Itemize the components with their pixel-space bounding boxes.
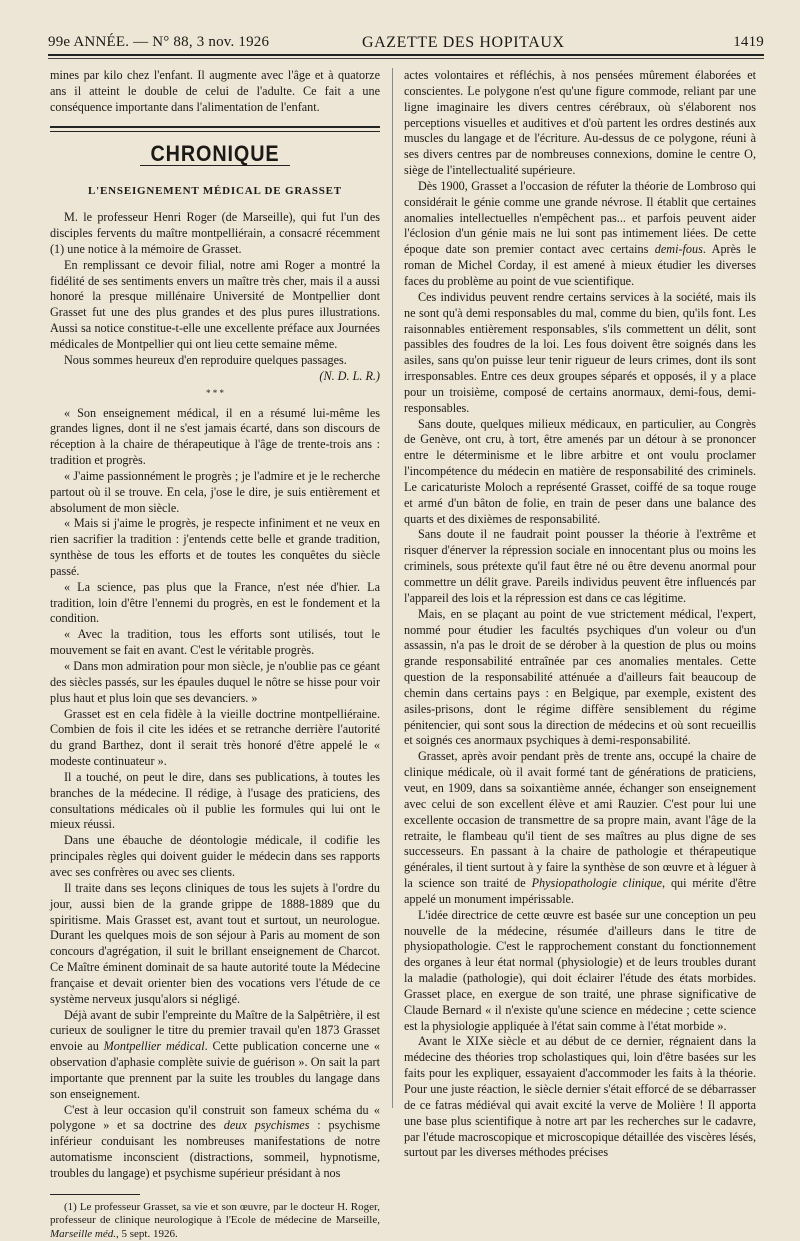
paragraph: Avant le XIXe siècle et au début de ce dernier, régnaient dans la médecine des théories trop scholastiques qui, loin d'être basées sur les faits pour les expliquer, essayaient d'accommoder les faits à la théorie. Pour une juste réaction, le siècle dernier s'était efforcé de se débarrasser de ce fatras médiéval qui avait excité la verve de Molière ! Il apporta une base plus scientifique à notre art par les recherches sur le cadavre, par l'étude macroscopique et microscopique détaillée des viscères lésés, surtout par les diverses méthodes précises — [404, 1034, 756, 1160]
paragraph: Nous sommes heureux d'en reproduire quelques passages. — [64, 352, 347, 367]
paragraph: Dès 1900, Grasset a l'occasion de réfuter la théorie de Lombroso qui considérait le génie comme une grande névrose. Il établit que certaines anomalies intellectuelles n'empêchent pas... et parfois peuvent aider l'éclosion d'un génie mais ne lui sont pas intimement liées. De cette époque date son premier contact avec certains demi-fous. Après le roman de Michel Corday, il est amené à mieux étudier les diverses faces du problème au point de vue scientifique. — [404, 178, 756, 288]
paragraph: Grasset, après avoir pendant près de trente ans, occupé la chaire de clinique médicale, où il avait formé tant de générations de praticiens, veut, en 1909, dans sa soixantième année, échanger son enseignement avec celui de son excellent élève et ami Rauzier. C'est pour lui une excellente occasion de transmettre de sa propre main, avant l'âge de la retraite, le flambeau qu'il tient de ses maîtres au plus digne de ses successeurs. En passant à la chaire de pathologie et thérapeutique générales, il tient surtout à y faire la synthèse de son œuvre et à léguer à la science son traité de Physiopathologie clinique, qui mérite d'être appelé un monument impérissable. — [404, 749, 757, 906]
left-column — [50, 68, 380, 1241]
paragraph: En remplissant ce devoir filial, notre ami Roger a montré la fidélité de ses sentiments envers un maître très cher, mais il a aussi honoré la presque millénaire Université de Montpellier dont Grasset fut une des plus grandes et des plus pures illustrations. Aussi sa notice constitue-t-elle une excellente préface aux Journées médicales de Montpellier qui ont lieu cette semaine même. — [50, 257, 380, 351]
section-rule-thin — [50, 131, 380, 132]
quote-paragraph: « J'aime passionnément le progrès ; je l'admire et je le recherche partout où il se trouve. En cela, j'ose le dire, je suis entièrement et absolument de mon siècle. — [50, 468, 380, 515]
paragraph: Grasset est en cela fidèle à la vieille doctrine montpelliéraine. Combien de fois il cite les idées et se retranche derrière l'autorité du grand Barthez, dont il serait très honoré d'être appelé le « modeste continuateur ». — [50, 706, 380, 769]
quote-paragraph: « Mais si j'aime le progrès, je respecte infiniment et ne veux en rien sacrifier la tradition : j'entends cette belle et grande tradition, synthèse de tous les efforts et de toutes les conquêtes du siècle passé. — [50, 516, 380, 578]
paragraph: C'est à leur occasion qu'il construit son fameux schéma du « polygone » et sa doctrine des deux psychismes : psychisme inférieur conduisant les nombreuses manifestations de notre automatisme inconscient (distractions, sommeil, hypnotisme, troubles du langage) et psychisme supérieur présidant à nos — [50, 1102, 380, 1180]
intro-paragraph: mines par kilo chez l'enfant. Il augmente avec l'âge et à quatorze ans il atteint le double de celui de l'adulte. Ce fait a une conséquence importante dans l'alimentation de l'enfant. — [50, 68, 380, 114]
paragraph: Ces individus peuvent rendre certains services à la société, mais ils ne sont qu'à demi responsables du mal, comme du bien, qu'ils font. Les raisonnables entièrement responsables, s'ils commettent un délit, sont passibles des foudres de la loi. Les fous doivent être soignés dans les asiles, sans qu'on puisse leur tenir rigueur de leurs crimes, dont ils sont irresponsables. Entre ces deux groupes séparés et opposés, il y a place pour un troisième, composé de certains anormaux, demi-fous, demi-responsables. — [404, 289, 756, 415]
paragraph: Sans doute, quelques milieux médicaux, en particulier, au Congrès de Genève, ont cru, à tort, être amenés par un détour à se prononcer entre le déterminisme et le libre arbitre et ont voulu proclamer l'incompétence du médecin en matière de responsabilité des criminels. Le caricaturiste Moloch a représenté Grasset, coiffé de sa toque rouge et armé d'un bâton de folie, en train de peser dans une balance des quarts et des dixièmes de responsabilité. — [404, 416, 756, 526]
section-title: CHRONIQUE — [150, 140, 280, 166]
section-rule — [50, 126, 380, 128]
journal-title: GAZETTE DES HOPITAUX — [362, 34, 565, 51]
page-number: 1419 — [733, 34, 764, 50]
footnote-rule — [50, 1194, 140, 1195]
paragraph: Dans une ébauche de déontologie médicale, il codifie les principales règles qui doivent guider le médecin dans ses rapports avec ses confrères ou avec ses clients. — [50, 833, 380, 879]
paragraph: Mais, en se plaçant au point de vue strictement médical, l'expert, nommé pour étudier les facultés psychiques d'un voleur ou d'un assassin, n'a pas le droit de se dérober à la question de plus ou moins grande responsabilité entraînée par ces anomalies mentales. Cette question de la responsabilité atténuée a d'ailleurs fait beaucoup de chemin dans certains pays : en Belgique, par exemple, existent des asiles-prisons, dont le régime diffère sensiblement du régime pénitencier, qui sont sous la direction de médecins et où sont recueillis et soignés ces anormaux psychiques à demi-responsabilité. — [404, 606, 756, 748]
issue-info: 99e ANNÉE. — N° 88, 3 nov. 1926 — [48, 34, 270, 50]
paragraph: M. le professeur Henri Roger (de Marseille), qui fut l'un des disciples fervents du maître montpelliérain, a consacré récemment (1) une notice à la mémoire de Grasset. — [50, 210, 380, 256]
paragraph: Il traite dans ses leçons cliniques de tous les sujets à l'ordre du jour, aussi bien de la grande grippe de 1888-1889 que du spiritisme. Mais Grasset est, avant tout et surtout, un neurologue. Durant les quelques mois de son séjour à Paris au moment de son concours d'agrégation, il suit le brillant enseignement de Charcot. Ce Maître éminent dominait de sa haute autorité toute la Médecine française et devait orienter bien des vocations vers l'étude de ce système nerveux jusqu'alors si négligé. — [50, 880, 380, 1006]
article-title: L'ENSEIGNEMENT MÉDICAL DE GRASSET — [88, 185, 342, 198]
quote-paragraph: « Avec la tradition, tous les efforts sont utilisés, tout le mouvement se fait en avant. C'est le véritable progrès. — [50, 627, 380, 658]
paragraph: L'idée directrice de cette œuvre est basée sur une conception un peu nouvelle de la médecine, résumée d'ailleurs dans le titre de physiopathologie. C'est le rapprochement constant du fonctionnement des organes à leur état normal (physiologie) et de leurs troubles durant la maladie (pathologie), qui doit éclairer l'étude des états morbides. Grasset place, en exergue de son traité, une phrase significative de Claude Bernard « il n'existe qu'une science en médecine ; cette science est la physiologie appliquée à l'état sain comme à l'état morbide ». — [404, 907, 756, 1033]
header-rule-thin — [48, 58, 764, 59]
footnote: (1) Le professeur Grasset, sa vie et son œuvre, par le docteur H. Roger, professeur de clinique neurologique à l'Ecole de médecine de Marseille, Marseille méd., 5 sept. 1926. — [50, 1200, 380, 1240]
paragraph: Il a touché, on peut le dire, dans ses publications, à toutes les branches de la médecine. Il rédige, à l'usage des praticiens, des consultations médicales où il publie les formules qui lui ont le mieux réussi. — [50, 769, 380, 832]
header-rule — [48, 54, 764, 56]
paragraph: Sans doute il ne faudrait point pousser la théorie à l'extrême et risquer d'énerver la répression sociale en innocentant plus ou moins les criminels, sous prétexte qu'il faut être né ou être devenu anormal pour commettre un délit grave. Pareils individus peuvent être influencés par l'appareil des lois et la répression est dans ce cas légitime. — [404, 527, 756, 605]
quote-paragraph: « La science, pas plus que la France, n'est née d'hier. La tradition, loin d'être l'ennemi du progrès, en est le fondement et la condition. — [50, 579, 380, 626]
column-divider — [392, 68, 393, 1108]
paragraph: actes volontaires et réfléchis, à nos pensées mûrement élaborées et conscientes. Le polygone n'est qu'une figure commode, reliant par une ligne imaginaire les divers centres cérébraux, où s'élaborent nos perceptions visuelles et auditives et d'où partent les ordres destinés aux muscles du langage et de l'écriture. Au-dessus de ce polygone, réuni à ses divers centres par de nombreuses connexions, domine le centre O, siège de l'intellectualité supérieure. — [404, 68, 756, 178]
quote-paragraph: « Son enseignement médical, il en a résumé lui-même les grandes lignes, dont il ne s'est jamais écarté, dans son discours de réception à la chaire de thérapeutique à l'âge de trente-trois ans : tradition et progrès. — [50, 405, 380, 468]
quote-paragraph: « Dans mon admiration pour mon siècle, je n'oublie pas ce géant des siècles passés, sur les épaules duquel le nôtre se hisse pour voir plus haut et plus loin que ses devanciers. » — [50, 659, 380, 705]
paragraph: Déjà avant de subir l'empreinte du Maître de la Salpêtrière, il est curieux de souligner le titre du premier travail qu'en 1873 Grasset envoie au Montpellier médical. Cette publication concerne une « observation d'aphasie complète suivie de guérison ». On sait la part importante que prennent par la suite les troubles du langage dans son enseignement. — [50, 1007, 380, 1101]
section-separator-stars: * * * — [206, 387, 224, 398]
right-column — [404, 68, 756, 1161]
editor-signature: (N. D. L. R.) — [319, 368, 380, 383]
